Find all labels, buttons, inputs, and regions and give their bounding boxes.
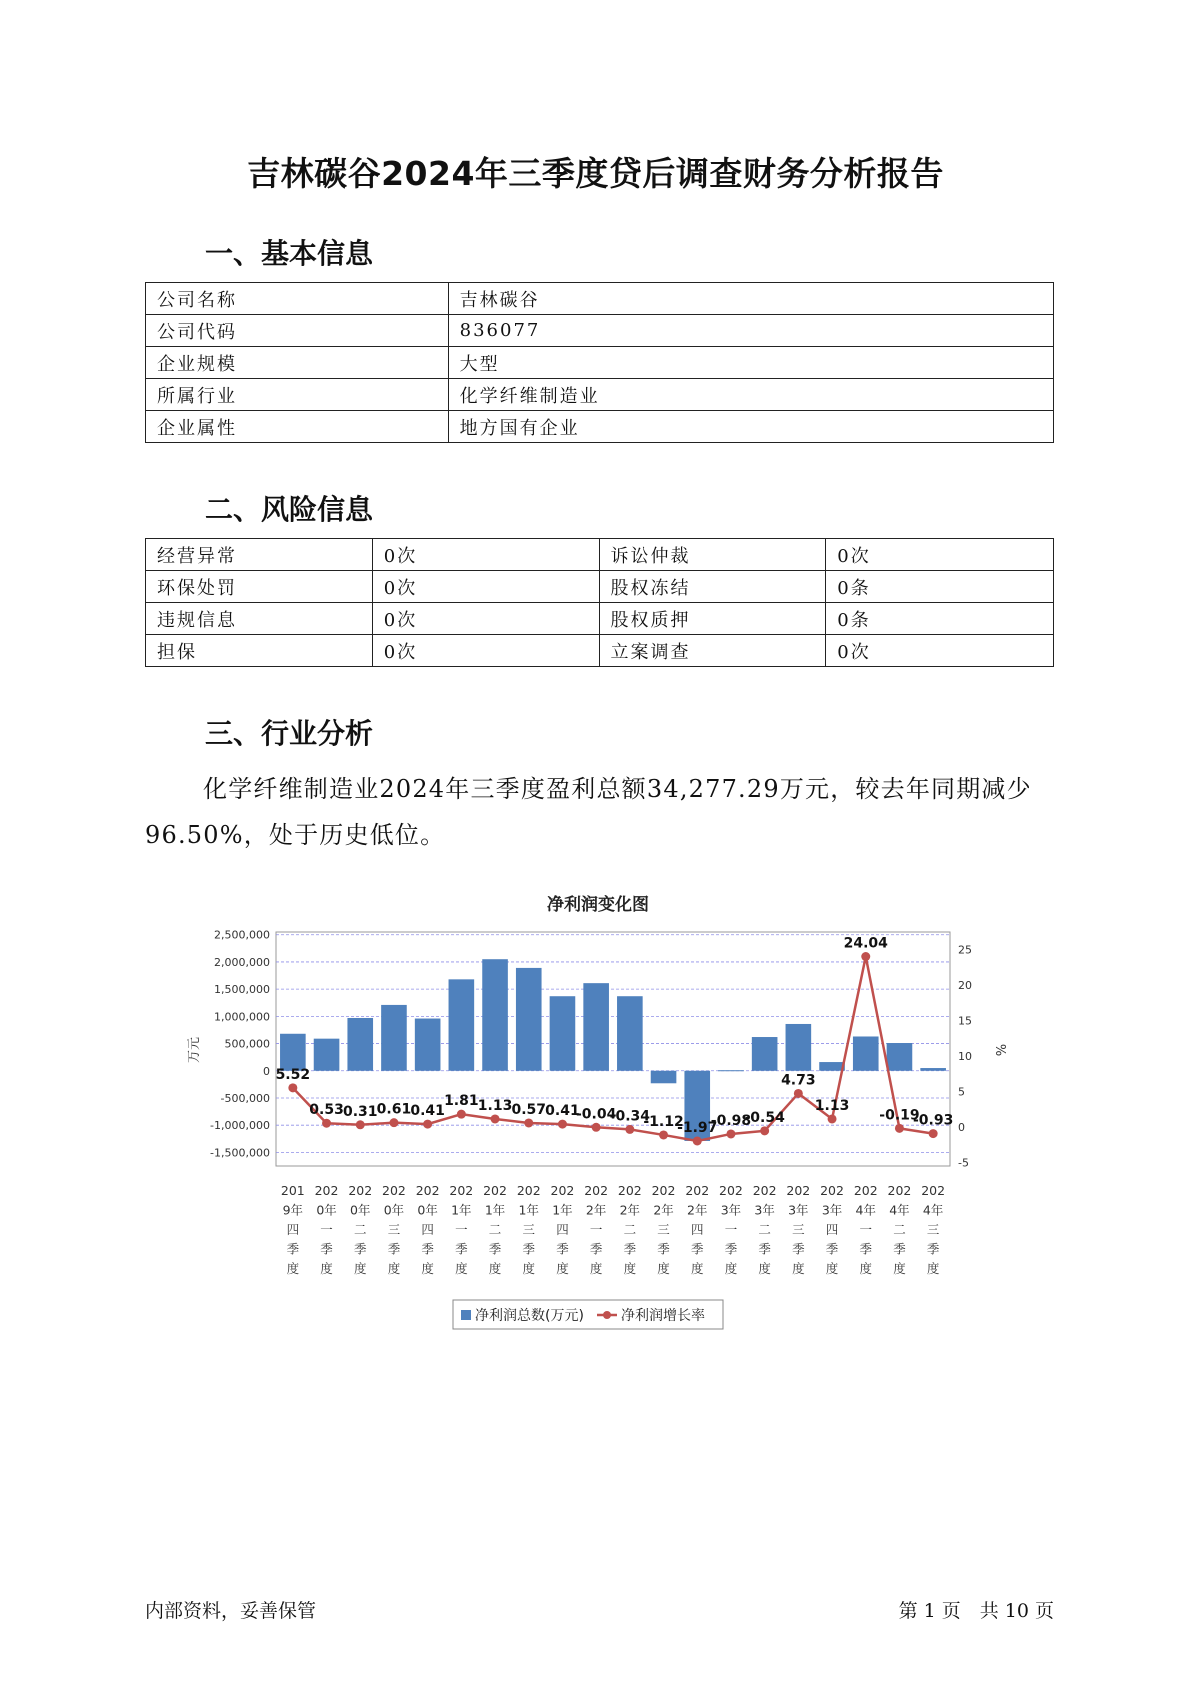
table-row [146,379,1054,411]
line-point-growth-rate [457,1110,466,1119]
line-point-growth-rate [356,1120,365,1129]
table-label-cell: 担保 [146,635,373,667]
y2-tick-label: 15 [958,1014,972,1028]
x-tick-label: 202 2年一季度 [584,1183,609,1276]
page-title: 吉林碳谷2024年三季度贷后调查财务分析报告 [247,154,944,193]
section-heading-risk-info: 二、风险信息 [205,493,374,526]
table-value-cell: 0次 [372,635,599,667]
table-label-cell: 环保处罚 [146,571,373,603]
x-tick-label: 202 3年三季度 [786,1183,811,1276]
bar-net-profit [853,1036,879,1070]
y2-tick-label: -5 [958,1156,969,1170]
bar-net-profit [482,959,508,1071]
data-label-growth-rate: -0.19 [879,1107,920,1124]
y-axis-label: 万元 [187,1036,202,1064]
bar-net-profit [280,1034,306,1071]
legend-line-marker [603,1311,611,1319]
section-heading-basic-info: 一、基本信息 [205,237,374,270]
y2-tick-label: 20 [958,979,972,993]
x-tick-label: 202 3年一季度 [719,1183,743,1276]
table-value-cell: 0次 [372,539,599,571]
x-tick-label: 202 4年一季度 [853,1183,878,1276]
line-point-growth-rate [659,1130,668,1139]
x-tick-label: 202 4年三季度 [921,1183,946,1276]
legend-bar-swatch [461,1310,471,1320]
table-label-cell: 所属行业 [146,379,449,411]
bar-net-profit [617,996,643,1071]
data-label-growth-rate: 1.81 [444,1093,479,1110]
y-tick-label: -1,500,000 [210,1146,270,1160]
line-point-growth-rate [895,1124,904,1133]
y2-tick-label: 5 [958,1085,965,1099]
x-tick-label: 202 0年二季度 [348,1183,373,1276]
bar-net-profit [381,1005,407,1071]
table-value-cell: 化学纤维制造业 [448,379,1053,411]
data-label-growth-rate: -1.97 [677,1119,718,1136]
line-point-growth-rate [794,1089,803,1098]
table-value-cell: 836077 [448,315,1053,347]
line-point-growth-rate [929,1129,938,1138]
data-label-growth-rate: 0.61 [376,1101,412,1118]
table-row [146,603,1054,635]
data-label-growth-rate: -1.12 [643,1113,684,1130]
bar-net-profit [786,1024,812,1071]
data-label-growth-rate: -0.34 [609,1108,651,1125]
y2-axis-label: % [992,1043,1007,1057]
y-tick-label: 0 [263,1064,270,1078]
line-point-growth-rate [423,1120,432,1129]
line-point-growth-rate [389,1118,398,1127]
y-tick-label: 2,500,000 [214,928,270,942]
bar-net-profit [718,1070,744,1071]
x-tick-label: 202 2年二季度 [617,1183,642,1276]
data-label-growth-rate: 0.31 [342,1103,378,1120]
risk-info-table [145,538,1054,667]
line-point-growth-rate [726,1129,735,1138]
y-tick-label: -500,000 [220,1091,270,1105]
line-point-growth-rate [322,1119,331,1128]
line-point-growth-rate [828,1114,837,1123]
table-label-cell: 企业规模 [146,347,449,379]
table-value-cell: 0条 [826,571,1054,603]
x-tick-label: 202 3年二季度 [752,1183,777,1276]
y-tick-label: 2,000,000 [214,955,270,969]
chart-legend [453,1300,723,1329]
line-point-growth-rate [288,1083,297,1092]
bar-net-profit [449,979,475,1070]
line-point-growth-rate [491,1114,500,1123]
data-label-growth-rate: 0.53 [309,1102,344,1119]
y2-tick-label: 25 [958,943,972,957]
data-label-growth-rate: 0.57 [511,1101,547,1118]
line-point-growth-rate [760,1126,769,1135]
table-label-cell: 立案调查 [599,635,826,667]
table-value-cell: 0次 [826,539,1054,571]
table-label-cell: 公司名称 [146,283,449,315]
y-tick-label: 1,000,000 [214,1010,270,1024]
table-value-cell: 大型 [448,347,1053,379]
table-value-cell: 0次 [826,635,1054,667]
table-value-cell: 吉林碳谷 [448,283,1053,315]
bar-net-profit [752,1037,778,1071]
data-label-growth-rate: 0.41 [545,1103,580,1120]
bar-net-profit [887,1043,913,1071]
table-label-cell: 公司代码 [146,315,449,347]
data-label-growth-rate: 0.41 [410,1103,445,1120]
line-point-growth-rate [861,952,870,961]
table-label-cell: 违规信息 [146,603,373,635]
table-value-cell: 0次 [372,571,599,603]
footer-note: 内部资料，妥善保管 [145,1600,317,1622]
table-row [146,411,1054,443]
line-point-growth-rate [693,1136,702,1145]
legend-label-net-profit: 净利润总数(万元) [475,1308,584,1324]
table-value-cell: 0条 [826,603,1054,635]
y2-tick-label: 10 [958,1050,972,1064]
bar-net-profit [347,1018,373,1071]
table-label-cell: 股权质押 [599,603,826,635]
table-row [146,635,1054,667]
data-label-growth-rate: 4.73 [781,1072,816,1089]
data-label-growth-rate: -0.04 [575,1106,617,1123]
x-tick-label: 202 0年一季度 [314,1183,339,1276]
bar-net-profit [550,996,576,1071]
table-label-cell: 经营异常 [146,539,373,571]
data-label-growth-rate: 1.13 [814,1097,850,1114]
bar-net-profit [415,1019,441,1071]
net-profit-chart [170,882,1020,1342]
y-tick-label: 1,500,000 [214,983,270,997]
table-row [146,283,1054,315]
table-row [146,571,1054,603]
bar-net-profit [651,1071,677,1084]
table-label-cell: 诉讼仲裁 [599,539,826,571]
table-row [146,315,1054,347]
page-number: 第 1 页 共 10 页 [898,1600,1054,1622]
data-label-growth-rate: -0.98 [710,1112,752,1129]
chart-title: 净利润变化图 [547,895,649,915]
data-label-growth-rate: -0.54 [744,1109,785,1126]
y-tick-label: 500,000 [224,1037,270,1051]
data-label-growth-rate: 1.13 [477,1097,513,1114]
bar-net-profit [819,1062,845,1071]
bar-net-profit [314,1039,340,1071]
y-tick-label: -1,000,000 [210,1119,270,1133]
data-label-growth-rate: 5.52 [275,1066,311,1083]
x-tick-label: 202 0年四季度 [415,1183,440,1276]
table-value-cell: 0次 [372,603,599,635]
bar-net-profit [516,968,542,1071]
data-label-growth-rate: -0.93 [912,1112,954,1129]
table-label-cell: 股权冻结 [599,571,826,603]
x-tick-label: 202 1年四季度 [550,1183,575,1276]
x-tick-label: 202 1年一季度 [449,1183,474,1276]
table-row [146,539,1054,571]
x-tick-label: 202 2年四季度 [685,1183,710,1276]
x-tick-label: 202 4年二季度 [887,1183,912,1276]
y2-tick-label: 0 [958,1121,965,1134]
bar-net-profit [920,1068,946,1071]
bar-net-profit [583,983,609,1071]
line-point-growth-rate [524,1118,533,1127]
data-label-growth-rate: 24.04 [843,935,888,952]
table-row [146,347,1054,379]
x-tick-label: 202 2年三季度 [651,1183,676,1276]
line-point-growth-rate [592,1123,601,1132]
plot-area [276,932,950,1166]
section-heading-industry-analysis: 三、行业分析 [205,717,374,750]
x-tick-label: 202 0年三季度 [382,1183,406,1276]
x-tick-label: 202 3年四季度 [820,1183,844,1276]
industry-analysis-paragraph: 化学纤维制造业2024年三季度盈利总额34,277.29万元，较去年同期减少96.50%，处于历史低位。 [145,775,1032,849]
table-value-cell: 地方国有企业 [448,411,1053,443]
line-point-growth-rate [625,1125,634,1134]
x-tick-label: 202 1年二季度 [483,1183,507,1276]
line-point-growth-rate [558,1120,567,1129]
basic-info-table [145,282,1054,443]
table-label-cell: 企业属性 [146,411,449,443]
x-tick-label: 201 9年四季度 [280,1183,305,1276]
legend-label-growth-rate: 净利润增长率 [621,1308,705,1324]
x-tick-label: 202 1年三季度 [516,1183,541,1276]
